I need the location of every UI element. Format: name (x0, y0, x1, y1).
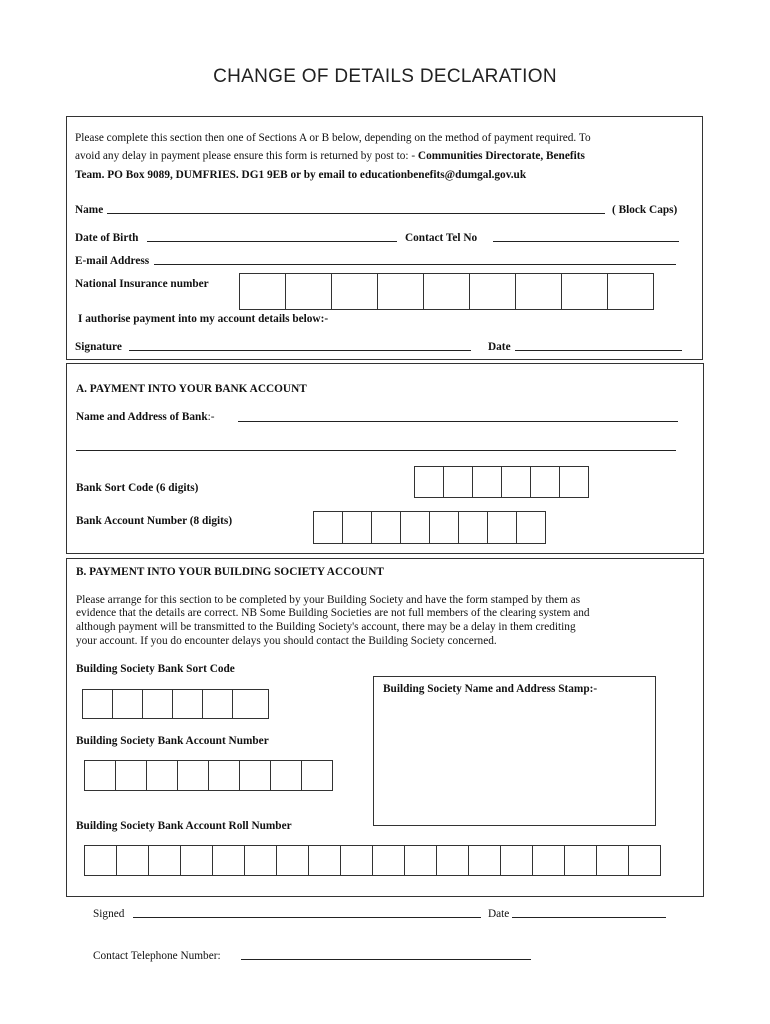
account-box[interactable] (401, 511, 430, 544)
roll-number-box[interactable] (245, 845, 277, 876)
roll-number-box[interactable] (181, 845, 213, 876)
date-label: Date (488, 341, 511, 353)
roll-number-box[interactable] (341, 845, 373, 876)
contact-telephone-field[interactable] (241, 959, 531, 960)
roll-number-box[interactable] (597, 845, 629, 876)
bs-account-box[interactable] (147, 760, 178, 791)
bank-name-label: Name and Address of Bank (76, 411, 208, 423)
sort-code-box[interactable] (560, 466, 589, 498)
account-box[interactable] (343, 511, 372, 544)
bs-account-box[interactable] (302, 760, 333, 791)
roll-number-box[interactable] (437, 845, 469, 876)
bs-roll-number-boxes (84, 845, 661, 876)
sort-code-box[interactable] (531, 466, 560, 498)
block-caps-note: ( Block Caps) (612, 204, 678, 216)
dob-label: Date of Birth (75, 232, 139, 244)
stamp-label: Building Society Name and Address Stamp:- (383, 683, 598, 695)
intro-address-start: Communities Directorate, Benefits (417, 150, 585, 162)
ni-box[interactable] (516, 273, 562, 310)
intro-line-2-text: avoid any delay in payment please ensure this form is returned by post to: - (75, 150, 418, 162)
bank-sort-code-label: Bank Sort Code (6 digits) (76, 482, 199, 494)
intro-line-1: Please complete this section then one of Sections A or B below, depending on the method of payment required. To (75, 132, 591, 144)
bs-account-label: Building Society Bank Account Number (76, 735, 269, 747)
bank-account-boxes (313, 511, 546, 544)
account-box[interactable] (488, 511, 517, 544)
bank-name-label-row (76, 410, 215, 425)
ni-label: National Insurance number (75, 278, 209, 290)
ni-box[interactable] (424, 273, 470, 310)
roll-number-box[interactable] (373, 845, 405, 876)
authorise-statement: I authorise payment into my account details below:- (78, 313, 329, 325)
roll-number-box[interactable] (501, 845, 533, 876)
ni-box[interactable] (562, 273, 608, 310)
section-b-para-line-1: Please arrange for this section to be completed by your Building Society and have the form stamped by them as (76, 594, 581, 606)
section-b-para-line-3: although payment will be transmitted to the Building Society's account, there may be a delay in them crediting (76, 621, 576, 633)
bs-account-box[interactable] (271, 760, 302, 791)
account-box[interactable] (517, 511, 546, 544)
roll-number-box[interactable] (309, 845, 341, 876)
email-label: E-mail Address (75, 255, 150, 267)
ni-number-boxes (239, 273, 654, 310)
bs-account-boxes (84, 760, 333, 791)
bs-account-box[interactable] (209, 760, 240, 791)
ni-box[interactable] (332, 273, 378, 310)
roll-number-box[interactable] (85, 845, 117, 876)
sort-code-box[interactable] (415, 466, 444, 498)
intro-line-2 (75, 149, 585, 164)
account-box[interactable] (430, 511, 459, 544)
contact-telephone-label: Contact Telephone Number: (93, 950, 221, 962)
bs-sort-code-box[interactable] (143, 689, 173, 719)
bank-sort-code-boxes (414, 466, 589, 498)
roll-number-box[interactable] (213, 845, 245, 876)
dob-field[interactable] (147, 241, 397, 242)
roll-number-box[interactable] (117, 845, 149, 876)
section-b-heading: B. PAYMENT INTO YOUR BUILDING SOCIETY ACCOUNT (76, 566, 384, 578)
account-box[interactable] (314, 511, 343, 544)
roll-number-box[interactable] (565, 845, 597, 876)
footer-date-label: Date (488, 908, 510, 920)
bank-account-label: Bank Account Number (8 digits) (76, 515, 233, 527)
bs-account-box[interactable] (85, 760, 116, 791)
bs-sort-code-label: Building Society Bank Sort Code (76, 663, 235, 675)
roll-number-box[interactable] (405, 845, 437, 876)
sort-code-box[interactable] (473, 466, 502, 498)
section-b-para-line-2: evidence that the details are correct. NB Some Building Societies are not full members of the clearing system and (76, 607, 590, 619)
roll-number-box[interactable] (149, 845, 181, 876)
page-title: CHANGE OF DETAILS DECLARATION (213, 66, 557, 87)
date-field[interactable] (515, 350, 682, 351)
roll-number-box[interactable] (533, 845, 565, 876)
section-b-para-line-4: your account. If you do encounter delays you should contact the Building Society concerned. (76, 635, 497, 647)
roll-number-box[interactable] (629, 845, 661, 876)
signed-field[interactable] (133, 917, 481, 918)
bs-account-box[interactable] (240, 760, 271, 791)
ni-box[interactable] (470, 273, 516, 310)
bank-address-field[interactable] (76, 450, 676, 451)
bs-account-box[interactable] (116, 760, 147, 791)
sort-code-box[interactable] (502, 466, 531, 498)
ni-box[interactable] (286, 273, 332, 310)
stamp-box[interactable] (373, 676, 656, 826)
signed-label: Signed (93, 908, 125, 920)
signature-label: Signature (75, 341, 122, 353)
bs-account-box[interactable] (178, 760, 209, 791)
bs-sort-code-box[interactable] (113, 689, 143, 719)
sort-code-box[interactable] (444, 466, 473, 498)
account-box[interactable] (372, 511, 401, 544)
bs-sort-code-boxes (82, 689, 269, 719)
bs-sort-code-box[interactable] (173, 689, 203, 719)
bank-name-field[interactable] (238, 421, 678, 422)
bs-sort-code-box[interactable] (83, 689, 113, 719)
ni-box[interactable] (240, 273, 286, 310)
roll-number-box[interactable] (277, 845, 309, 876)
bs-roll-number-label: Building Society Bank Account Roll Number (76, 820, 292, 832)
name-label: Name (75, 204, 104, 216)
bs-sort-code-box[interactable] (203, 689, 233, 719)
bank-name-label-suffix: :- (207, 411, 215, 423)
ni-box[interactable] (608, 273, 654, 310)
name-field[interactable] (107, 213, 605, 214)
email-field[interactable] (154, 264, 676, 265)
bs-sort-code-box[interactable] (233, 689, 269, 719)
footer-date-field[interactable] (512, 917, 666, 918)
ni-box[interactable] (378, 273, 424, 310)
section-a-heading: A. PAYMENT INTO YOUR BANK ACCOUNT (76, 383, 307, 395)
intro-address: Team. PO Box 9089, DUMFRIES. DG1 9EB or by email to educationbenefits@dumgal.gov.uk (75, 169, 527, 181)
signature-field[interactable] (129, 350, 471, 351)
roll-number-box[interactable] (469, 845, 501, 876)
contact-tel-field[interactable] (493, 241, 679, 242)
account-box[interactable] (459, 511, 488, 544)
contact-tel-label: Contact Tel No (405, 232, 478, 244)
